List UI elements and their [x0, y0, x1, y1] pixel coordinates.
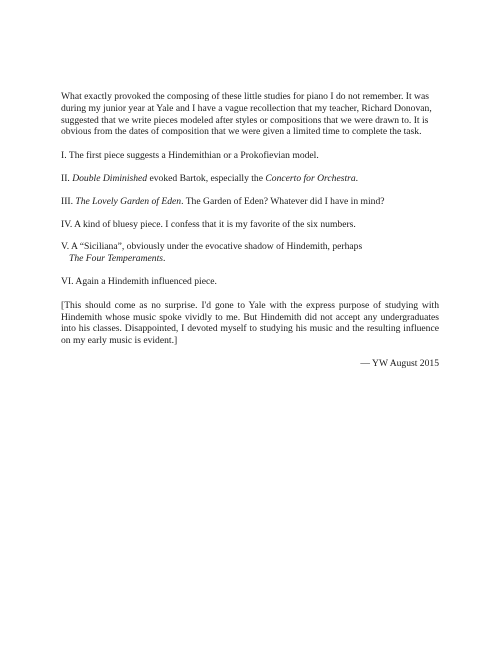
movement-text-end: . [162, 253, 166, 265]
movement-note-6 [61, 276, 439, 288]
movement-text-end: . [355, 172, 359, 184]
movement-subline [61, 253, 439, 265]
referenced-work: The Four Temperaments [69, 253, 163, 265]
movement-note-5 [61, 241, 439, 265]
document-body [61, 91, 439, 370]
movement-text: evoked Bartok, especially the [149, 172, 263, 184]
movement-text: A kind of bluesy piece. I confess that it is my favorite of the six numbers. [74, 218, 356, 230]
referenced-work: Concerto for Orchestra [265, 172, 356, 184]
movement-numeral: V. [61, 241, 70, 253]
signature-line: — YW August 2015 [360, 357, 439, 369]
movement-text: The first piece suggests a Hindemithian or a Prokofievian model. [68, 150, 319, 162]
movement-title: Double Diminished [72, 172, 148, 184]
movement-numeral: I. [61, 150, 67, 162]
movement-note-2 [61, 173, 439, 185]
movement-text: A “Siciliana”, obviously under the evocative shadow of Hindemith, perhaps [70, 241, 363, 253]
movement-note-4 [61, 219, 439, 231]
movement-title: The Lovely Garden of Eden [75, 195, 182, 207]
movement-note-3 [61, 196, 439, 208]
movement-numeral: VI. [61, 275, 74, 287]
bracketed-note: [This should come as no surprise. I'd gone to Yale with the express purpose of studying with Hindemith whose music spoke vividly to me. But Hindemith did not accept any undergraduates into his classes. Disappointed, I devoted myself to studying his music and the resulting influence on my early music is evident.] [61, 299, 439, 347]
movement-numeral: III. [61, 195, 73, 207]
movement-numeral: II. [61, 172, 70, 184]
intro-paragraph: What exactly provoked the composing of these little studies for piano I do not remember. It was during my junior year at Yale and I have a vague recollection that my teacher, Richard Donovan, suggested that we write pieces modeled after styles or compositions that we were drawn to. It is obvious from the dates of composition that we were given a limited time to complete the task. [61, 91, 432, 138]
movement-note-1 [61, 150, 439, 162]
movement-numeral: IV. [61, 218, 73, 230]
movement-text: Again a Hindemith influenced piece. [75, 275, 217, 287]
movement-text: . The Garden of Eden? Whatever did I have in mind? [181, 195, 385, 207]
